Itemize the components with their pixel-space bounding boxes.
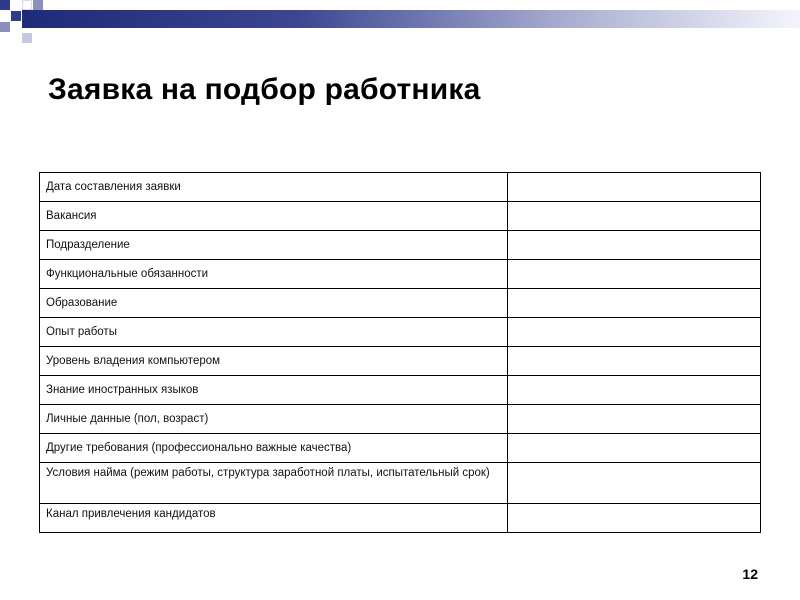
table-row — [40, 173, 761, 202]
row-label: Знание иностранных языков — [40, 376, 508, 405]
table-row — [40, 231, 761, 260]
row-value-cell[interactable] — [508, 504, 761, 533]
table-row — [40, 260, 761, 289]
row-label: Функциональные обязанности — [40, 260, 508, 289]
row-value-cell[interactable] — [508, 289, 761, 318]
row-value-cell[interactable] — [508, 405, 761, 434]
row-label: Канал привлечения кандидатов — [40, 504, 508, 533]
table-row — [40, 289, 761, 318]
row-value-cell[interactable] — [508, 347, 761, 376]
row-value-cell[interactable] — [508, 202, 761, 231]
decor-square — [33, 0, 43, 10]
row-value-cell[interactable] — [508, 434, 761, 463]
table-row — [40, 504, 761, 533]
decor-square — [0, 22, 10, 32]
row-label: Дата составления заявки — [40, 173, 508, 202]
decor-square — [22, 33, 32, 43]
table-row — [40, 405, 761, 434]
row-label: Другие требования (профессионально важные качества) — [40, 434, 508, 463]
row-label: Условия найма (режим работы, структура заработной платы, испытательный срок) — [40, 463, 508, 504]
decor-square — [11, 11, 21, 21]
table-row — [40, 318, 761, 347]
row-label: Подразделение — [40, 231, 508, 260]
row-value-cell[interactable] — [508, 463, 761, 504]
request-form-table — [39, 172, 761, 533]
table-row — [40, 434, 761, 463]
page-title: Заявка на подбор работника — [48, 73, 481, 106]
row-value-cell[interactable] — [508, 376, 761, 405]
decor-square — [11, 22, 21, 32]
decor-square — [0, 0, 10, 10]
header-gradient-bar — [22, 10, 800, 28]
row-value-cell[interactable] — [508, 173, 761, 202]
table-row — [40, 463, 761, 504]
header-decoration — [0, 0, 800, 60]
row-value-cell[interactable] — [508, 260, 761, 289]
row-value-cell[interactable] — [508, 231, 761, 260]
row-label: Опыт работы — [40, 318, 508, 347]
row-label: Уровень владения компьютером — [40, 347, 508, 376]
decor-square — [22, 0, 32, 10]
row-label: Вакансия — [40, 202, 508, 231]
table-row — [40, 376, 761, 405]
table-row — [40, 347, 761, 376]
row-label: Личные данные (пол, возраст) — [40, 405, 508, 434]
page-number: 12 — [742, 566, 758, 582]
row-value-cell[interactable] — [508, 318, 761, 347]
table-row — [40, 202, 761, 231]
row-label: Образование — [40, 289, 508, 318]
